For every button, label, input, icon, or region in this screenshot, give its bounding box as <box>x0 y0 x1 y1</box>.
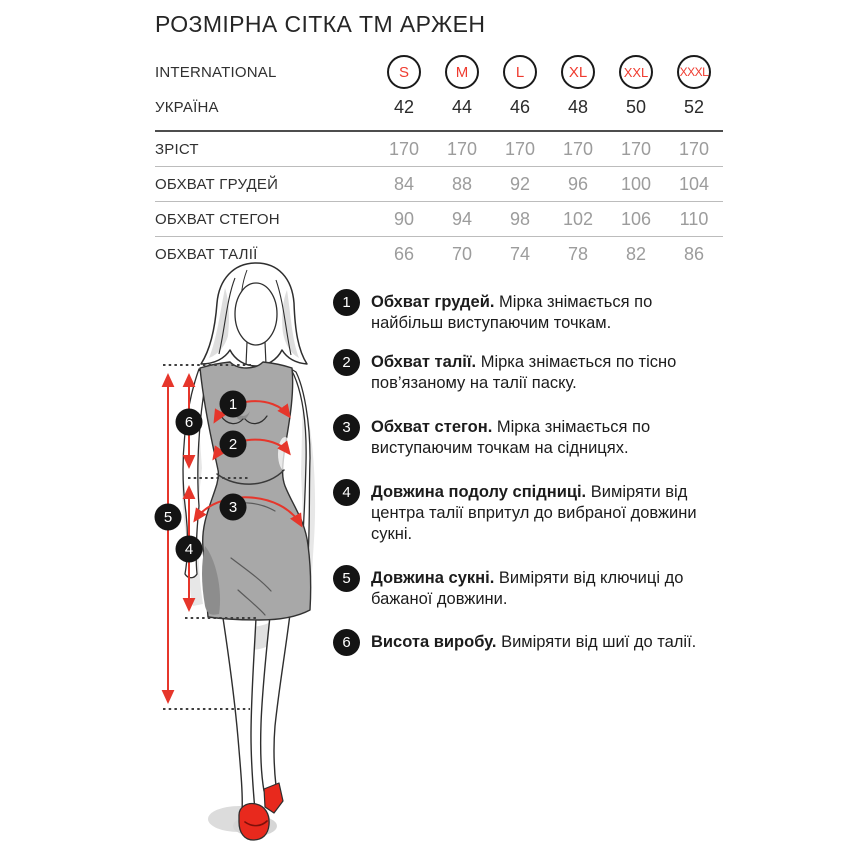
svg-text:3: 3 <box>228 499 238 516</box>
legend-desc: Виміряти від центра талії впритул до вибраної довжини сукні. <box>371 483 697 543</box>
legend-title: Обхват грудей. <box>371 293 495 311</box>
row-label-ukraine: УКРАЇНА <box>155 98 219 116</box>
svg-text:1: 1 <box>228 396 238 413</box>
figure-marker-2 <box>220 431 247 458</box>
ukraine-size: 46 <box>509 96 531 117</box>
legend-desc: Виміряти від ключиці до бажаної довжини. <box>371 569 684 608</box>
legend-marker-5: 5 <box>333 565 360 592</box>
table-row-hips: ОБХВАТ СТЕГОН 90 94 98 102 106 110 <box>155 202 723 237</box>
figure-marker-3 <box>220 494 247 521</box>
legend-desc: Мірка знімається по виступаючим точкам на сідницях. <box>371 418 651 457</box>
legend-item-waist <box>333 349 725 394</box>
table-row-chest: ОБХВАТ ГРУДЕЙ 84 88 92 96 100 104 <box>155 167 723 202</box>
legend-marker-2: 2 <box>333 349 360 376</box>
measurements-table <box>155 130 723 271</box>
front-shoe <box>239 804 269 840</box>
legend-item-skirt-length <box>333 479 725 545</box>
legend-marker-4: 4 <box>333 479 360 506</box>
back-shoe <box>264 783 283 813</box>
size-badge-s: S <box>387 55 421 89</box>
figure-marker-1 <box>220 391 247 418</box>
ukraine-size: 52 <box>683 96 705 117</box>
legend-title: Висота виробу. <box>371 633 497 651</box>
legend-item-hips <box>333 414 725 459</box>
svg-text:4: 4 <box>184 541 194 558</box>
front-leg <box>223 618 256 811</box>
figure-marker-5 <box>155 504 182 531</box>
legend-title: Обхват стегон. <box>371 418 493 436</box>
legend-item-dress-length <box>333 565 725 610</box>
row-label-international: INTERNATIONAL <box>155 63 277 81</box>
ukraine-size: 50 <box>625 96 647 117</box>
ukraine-size: 44 <box>451 96 473 117</box>
size-badge-xxl: XXL <box>619 55 653 89</box>
size-badge-m: M <box>445 55 479 89</box>
legend-title: Обхват талії. <box>371 353 477 371</box>
figure-illustration <box>135 258 365 848</box>
legend-desc: Мірка знімається по тісно пов’язаному на талії паску. <box>371 353 677 392</box>
table-row-international <box>155 55 723 89</box>
figure-marker-4 <box>176 536 203 563</box>
legend-desc: Мірка знімається по найбільш виступаючим точкам. <box>371 293 653 332</box>
legend-marker-6: 6 <box>333 629 360 656</box>
table-row-waist: ОБХВАТ ТАЛІЇ 66 70 74 78 82 86 <box>155 243 705 264</box>
svg-text:5: 5 <box>163 509 173 526</box>
legend-title: Довжина подолу спідниці. <box>371 483 587 501</box>
table-row-height: ЗРІСТ 170 170 170 170 170 170 <box>155 132 723 167</box>
svg-text:6: 6 <box>184 414 194 431</box>
table-row-ukraine <box>155 90 723 124</box>
ukraine-size: 42 <box>393 96 415 117</box>
figure-marker-6 <box>176 409 203 436</box>
legend-item-bodice-height <box>333 629 725 656</box>
legend-item-chest <box>333 289 725 334</box>
mannequin-sketch <box>135 258 365 848</box>
page-title: РОЗМІРНА СІТКА ТМ АРЖЕН <box>155 11 486 37</box>
ukraine-size: 48 <box>567 96 589 117</box>
svg-text:2: 2 <box>228 436 238 453</box>
size-badge-l: L <box>503 55 537 89</box>
legend-desc: Виміряти від шиї до талії. <box>501 633 697 651</box>
legend-marker-1: 1 <box>333 289 360 316</box>
legend-title: Довжина сукні. <box>371 569 495 587</box>
size-badge-xl: XL <box>561 55 595 89</box>
size-badge-xxxl: XXXL <box>677 55 711 89</box>
legend-marker-3: 3 <box>333 414 360 441</box>
